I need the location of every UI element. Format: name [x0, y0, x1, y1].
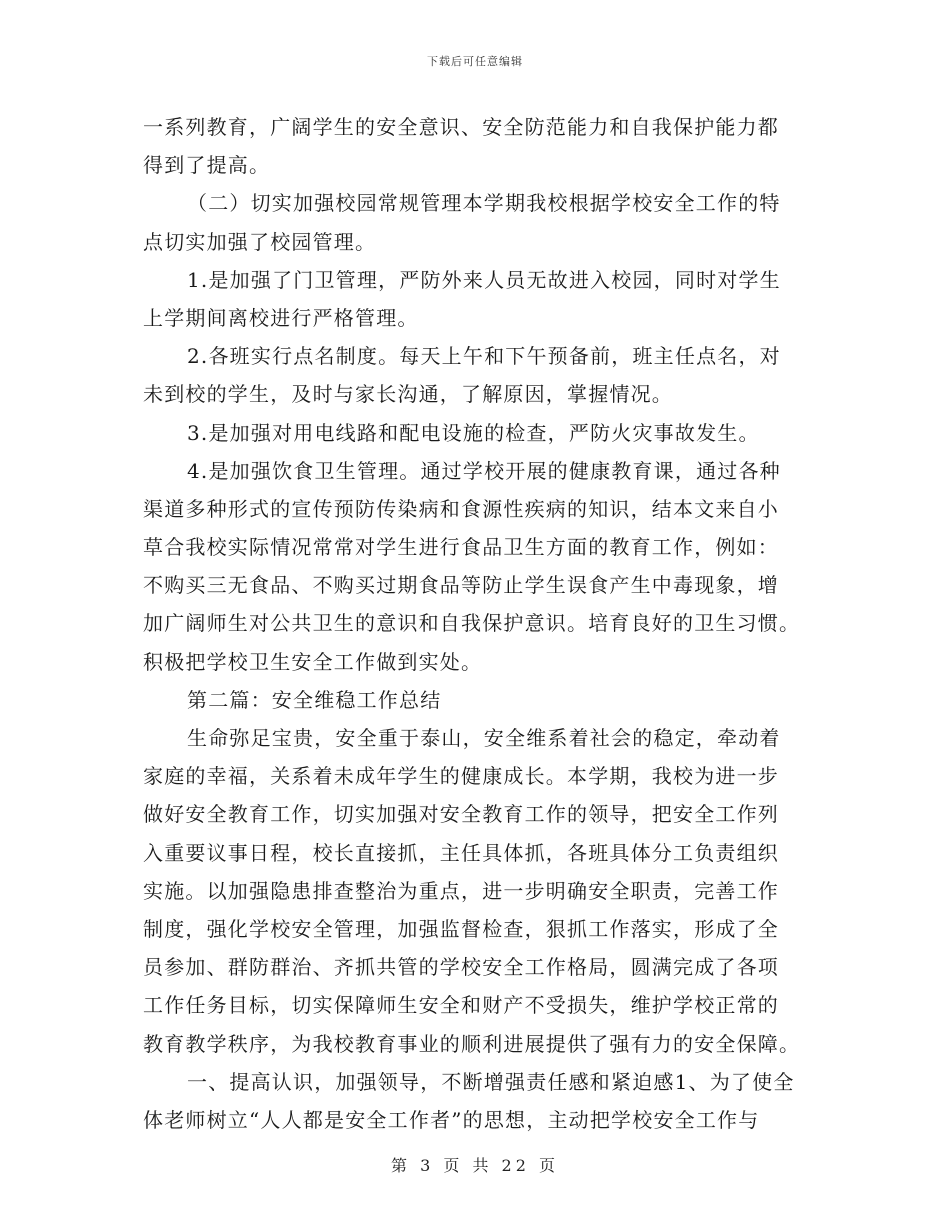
text-line: 制度，强化学校安全管理，加强监督检查，狠抓工作落实，形成了全: [143, 916, 779, 941]
document-body: [143, 108, 818, 1139]
text-line: 4.是加强饮食卫生管理。通过学校开展的健康教育课，通过各种: [187, 458, 781, 483]
text-line: 渠道多种形式的宣传预防传染病和食源性疾病的知识，结本文来自小: [143, 496, 779, 521]
text-line: 工作任务目标，切实保障师生安全和财产不受损失，维护学校正常的: [143, 993, 779, 1018]
text-line: 教育教学秩序，为我校教育事业的顺利进展提供了强有力的安全保障。: [143, 1031, 801, 1056]
text-line: 点切实加强了校园管理。: [143, 229, 377, 254]
text-line: 未到校的学生，及时与家长沟通，了解原因，掌握情况。: [143, 382, 673, 407]
text-line: 生命弥足宝贵，安全重于泰山，安全维系着社会的稳定，牵动着: [187, 726, 781, 750]
text-line: 不购买三无食品、不购买过期食品等防止学生误食产生中毒现象，增: [143, 573, 779, 598]
text-line: （二）切实加强校园常规管理本学期我校根据学校安全工作的特: [187, 191, 781, 216]
text-line: 草合我校实际情况常常对学生进行食品卫生方面的教育工作，例如：: [143, 535, 779, 560]
text-line: 员参加、群防群治、齐抓共管的学校安全工作格局，圆满完成了各项: [143, 955, 779, 980]
text-line: 做好安全教育工作，切实加强对安全教育工作的领导，把安全工作列: [143, 802, 779, 827]
text-line: 得到了提高。: [143, 153, 271, 178]
text-line: 3.是加强对用电线路和配电设施的检查，严防火灾事故发生。: [187, 420, 760, 445]
text-line: 2.各班实行点名制度。每天上午和下午预备前，班主任点名，对: [187, 344, 781, 369]
text-line: 实施。以加强隐患排查整治为重点，进一步明确安全职责，完善工作: [143, 878, 779, 903]
text-line: 家庭的幸福，关系着未成年学生的健康成长。本学期，我校为进一步: [143, 764, 779, 789]
page-header: 下载后可任意编辑: [427, 55, 523, 68]
text-line: 一、提高认识，加强领导，不断增强责任感和紧迫感1、为了使全: [187, 1069, 795, 1094]
text-line: 体老师树立“人人都是安全工作者”的思想，主动把学校安全工作与: [143, 1107, 760, 1132]
text-line: 加广阔师生对公共卫生的意识和自我保护意识。培育良好的卫生习惯。: [143, 611, 801, 636]
text-line: 入重要议事日程，校长直接抓，主任具体抓，各班具体分工负责组织: [143, 840, 779, 865]
text-line: 上学期间离校进行严格管理。: [143, 305, 419, 330]
text-line: 积极把学校卫生安全工作做到实处。: [143, 649, 483, 674]
text-line: 一系列教育，广阔学生的安全意识、安全防范能力和自我保护能力都: [143, 115, 779, 139]
text-line: 1.是加强了门卫管理，严防外来人员无故进入校园，同时对学生: [187, 267, 781, 292]
page-number-footer: 第 3 页 共 22 页: [391, 1156, 559, 1175]
text-line: 第二篇：安全维稳工作总结: [187, 687, 442, 712]
